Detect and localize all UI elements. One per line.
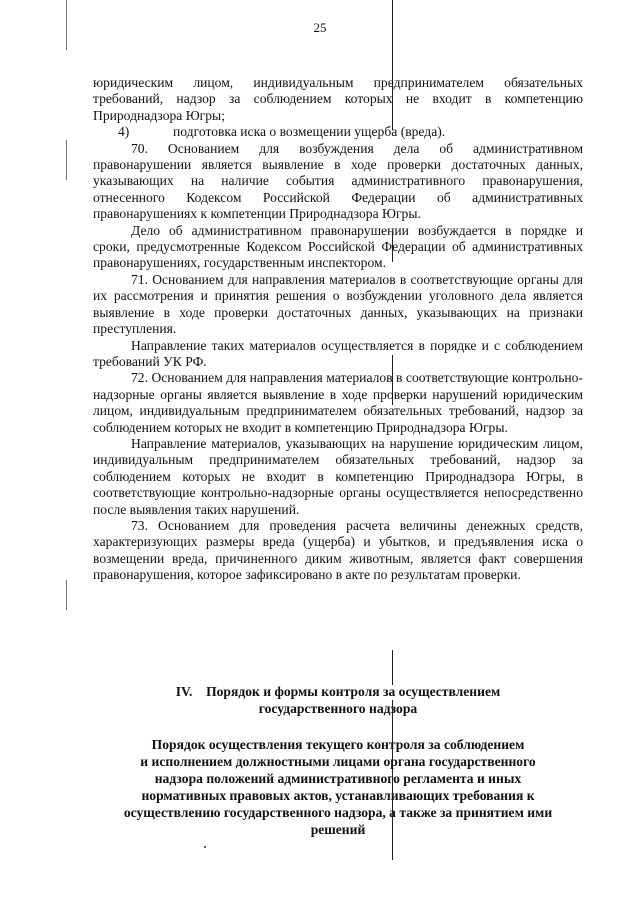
margin-artifact: [66, 580, 67, 610]
scan-artifact-line: [392, 650, 393, 685]
sub-heading-line: и исполнением должностными лицами органа государственного: [140, 754, 536, 769]
scan-speck: [204, 846, 206, 848]
section-heading-line-2: государственного надзора: [258, 701, 418, 716]
paragraph: юридическим лицом, индивидуальным предпринимателем обязательных требований, надзор за соблюдением которых не входит в компетенцию Природнадзора Югры;: [93, 75, 583, 123]
page-number: 25: [313, 20, 327, 35]
section-heading: [93, 683, 583, 717]
paragraph-70: 70. Основанием для возбуждения дела об административном правонарушении является выявление в ходе проверки достаточных данных, указывающих на наличие события административного правонарушения, отнесенного Кодексом Российской Федерации об административных правонарушениях к компетенции Природнадзора Югры.: [93, 140, 583, 222]
sub-heading: [93, 736, 583, 838]
paragraph: Направление материалов, указывающих на нарушение юридическим лицом, индивидуальным предпринимателем обязательных требований, надзор за соблюдением которых не входит в компетенцию Природнадзора Югры, в соответствующие контрольно-надзорные органы осуществляется непосредственно после выявления таких нарушений.: [93, 435, 583, 517]
sub-heading-line: Порядок осуществления текущего контроля за соблюдением: [151, 737, 525, 752]
section-heading-line-1: IV. Порядок и формы контроля за осуществлением: [175, 684, 501, 699]
paragraph: Дело об административном правонарушении возбуждается в порядке и сроки, предусмотренные Кодексом Российской Федерации об административных правонарушениях, государственным инспектором.: [93, 222, 583, 271]
margin-artifact: [66, 140, 67, 180]
paragraph: Направление таких материалов осуществляется в порядке и с соблюдением требований УК РФ.: [93, 337, 583, 369]
item-text: подготовка иска о возмещении ущерба (вреда).: [173, 124, 446, 140]
sub-heading-line: нормативных правовых актов, устанавливающих требования к: [141, 788, 535, 803]
sub-heading-line: надзора положений административного регламента и иных: [154, 771, 522, 786]
paragraph-73: 73. Основанием для проведения расчета величины денежных средств, характеризующих размеры вреда (ущерба) и убытков, и предъявления иска о возмещении вреда, причиненного диким животным, является факт совершения правонарушения, которое зафиксировано в акте по результатам проверки.: [93, 517, 583, 583]
margin-artifact: [66, 0, 67, 50]
paragraph-72: 72. Основанием для направления материалов в соответствующие контрольно-надзорные органы является выявление в ходе проверки нарушений юридическим лицом, индивидуальным предпринимателем обязательных требований, надзор за соблюдением которых не входит в компетенцию Природнадзора Югры.: [93, 370, 583, 435]
section-number: IV.: [175, 684, 193, 699]
list-item: [93, 124, 583, 140]
sub-heading-line: решений: [310, 822, 366, 837]
document-body: [93, 75, 583, 584]
paragraph-71: 71. Основанием для направления материалов в соответствующие органы для их рассмотрения и принятия решения о возбуждении уголовного дела является выявление в ходе проверки достаточных данных, указывающих на признаки преступления.: [93, 271, 583, 337]
sub-heading-line: осуществлению государственного надзора, а также за принятием ими: [123, 805, 553, 820]
item-number: 4): [118, 124, 130, 140]
